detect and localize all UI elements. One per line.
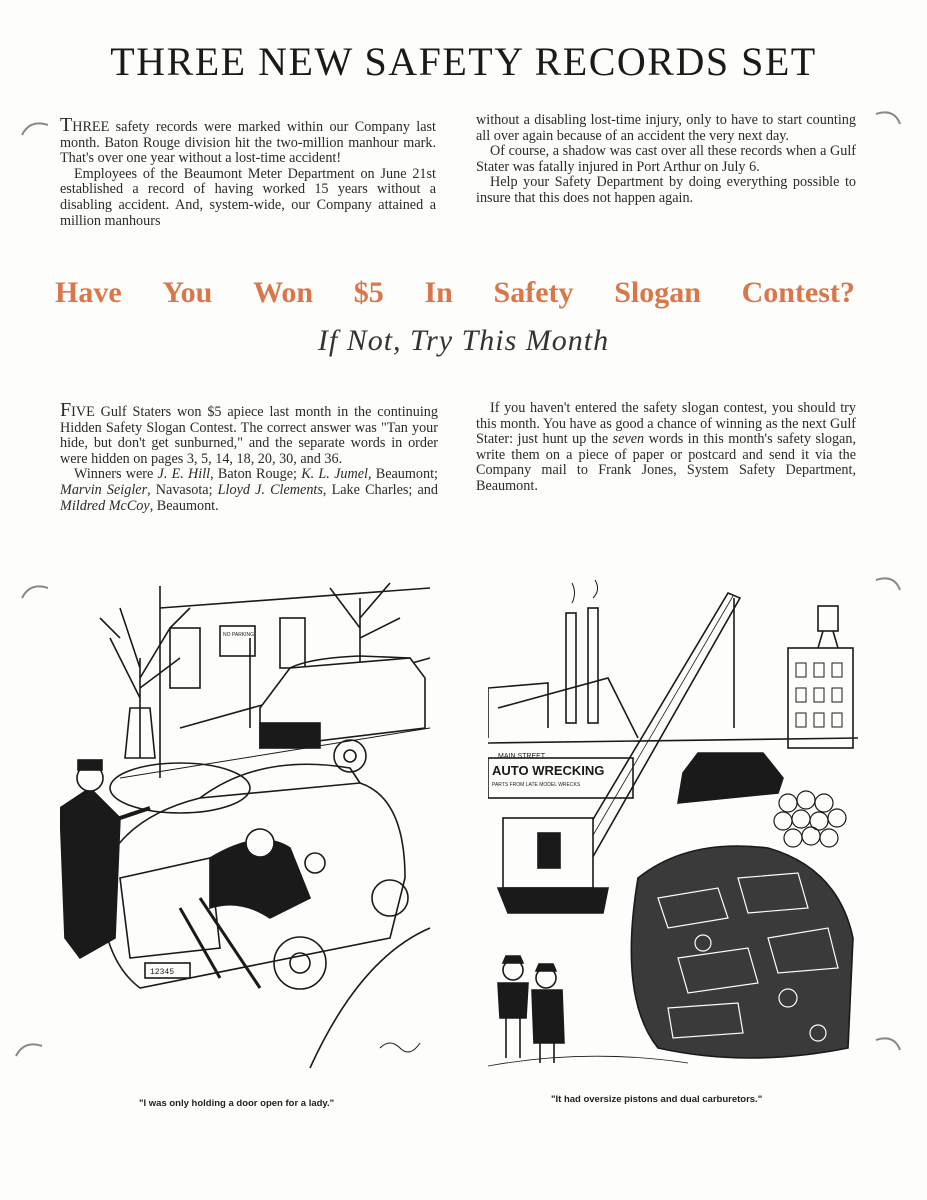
text-run: If you haven't entered the safety slogan contest, you should try this month. You have as good a chance of winning as the next Gulf Stater: just hunt up the [476,400,856,448]
article1-paragraph: Employees of the Beaumont Meter Department on June 21st established a record of having worked 15 years without a disabling accident. And, system-wide, our Company attained a million manhours [60,165,436,229]
binder-hole-mark [874,106,904,128]
binder-hole-mark [20,580,50,602]
text-run: Winners were [74,466,158,483]
winner-name: K. L. Jumel [301,466,368,483]
article2-paragraph: IVE Gulf Staters won $5 apiece last month in the continuing Hidden Safety Slogan Contest. The correct answer was "Tan your hide, but don't get sunburned," and the separate words in order were hidden on pages 3, 5, 14, 18, 20, 30, and 36. [60,404,438,467]
article1-paragraph: HREE safety records were marked within our Company last month. Baton Rouge division hit the two-million manhour mark. That's over one year without a lost-time accident! [60,119,436,167]
slogan-word: Safety [493,276,574,309]
auto-wrecking-sign-text: AUTO WRECKING [492,763,605,778]
emphasis: seven [612,431,645,448]
text-run: , Navasota; [147,481,218,498]
text-run: , Baton Rouge; [210,466,302,483]
binder-hole-mark [20,117,50,139]
slogan-word: In [424,276,453,309]
article1-right-column [476,113,856,207]
auto-wrecking-subtext: PARTS FROM LATE MODEL WRECKS [492,782,581,788]
article2-right-column [476,401,856,495]
article1-paragraph: Help your Safety Department by doing everything possible to insure that this does not happen again. [476,174,856,206]
winner-name: J. E. Hill [157,466,211,483]
binder-hole-mark [14,1038,44,1060]
cartoon-right-caption: "It had oversize pistons and dual carburetors." [551,1094,763,1105]
article2-left-column [60,399,438,514]
cartoon-right-illustration [488,578,858,1078]
text-run: , Beaumont. [149,497,219,514]
winner-name: Mildred McCoy [60,497,150,514]
winner-name: Lloyd J. Clements [217,481,323,498]
no-parking-sign-text: NO PARKING [223,632,255,638]
cartoon-left-caption: "I was only holding a door open for a lady." [139,1098,335,1109]
article1-paragraph: without a disabling lost-time injury, only to have to start counting all over again because of an accident the very next day. [476,112,856,144]
subheadline: If Not, Try This Month [317,324,610,357]
binder-hole-mark [874,1032,904,1054]
slogan-word: Slogan [614,276,701,309]
binder-hole-mark [874,572,904,594]
text-run: , Lake Charles; and [322,481,438,498]
slogan-word: Won [253,276,314,309]
slogan-word: Contest? [741,276,855,309]
slogan-word: $5 [353,276,384,309]
slogan-word: Have [55,276,122,309]
text-run: words in this month's safety slogan, write them on a piece of paper or postcard and send it via the Company mail to Frank Jones, System Safety Department, Beaumont. [476,431,856,494]
text-run: , Beaumont; [367,466,438,483]
winners-paragraph [60,467,438,514]
winner-name: Marvin Seigler [60,481,148,498]
cartoon-left-illustration [60,578,440,1078]
dropcap: T [60,114,73,136]
slogan-word: You [162,276,213,309]
article1-left-column [60,114,436,229]
article1-paragraph: Of course, a shadow was cast over all these records when a Gulf Stater was fatally injured in Port Arthur on July 6. [476,143,856,175]
dropcap: F [60,399,72,421]
slogan-headline [55,276,855,310]
main-street-sign-text: MAIN STREET [498,753,546,760]
license-plate-text: 12345 [150,968,175,977]
page-headline: THREE NEW SAFETY RECORDS SET [110,39,817,84]
article2-paragraph [476,401,856,495]
